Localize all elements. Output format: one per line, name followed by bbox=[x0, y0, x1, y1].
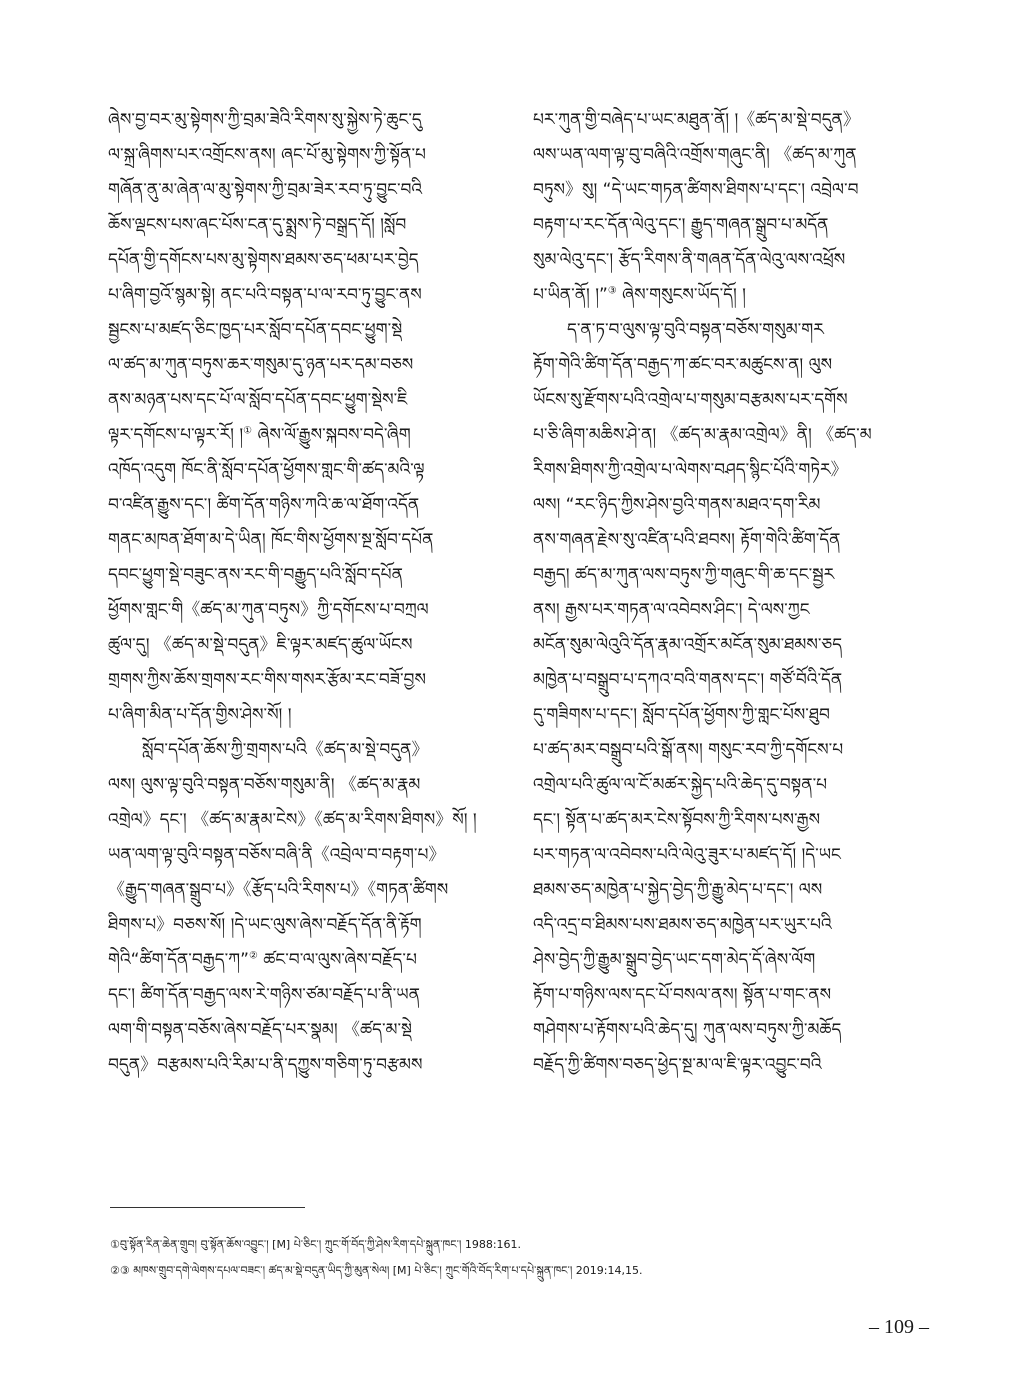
text-line bbox=[533, 453, 928, 488]
line-text: འགྲེལ》དང་། 《ཚད་མ་རྣམ་ངེས》《ཚད་མ་རིགས་ཐིགས》སོ། ། bbox=[108, 810, 477, 830]
text-line bbox=[108, 978, 503, 1013]
footnote-1: ①བུ་སྟོན་རིན་ཆེན་གྲུབ། བུ་སྟོན་ཆོས་འབྱུང་། [M] པེ་ཅིང་། ཀྲུང་གོ་བོད་ཀྱི་ཤེས་རིག་དཔེ་སྐྲུན་ཁང་། 1988:161. bbox=[110, 1238, 522, 1251]
line-text: ལས་ཡན་ལག་ལྟ་བུ་བཞིའི་འགྲོས་གཞུང་ནི། 《ཚད་མ་ཀུན bbox=[533, 145, 857, 165]
text-line bbox=[533, 523, 928, 558]
line-text: དུ་གཟིགས་པ་དང་། སློབ་དཔོན་ཕྱོགས་ཀྱི་གླང་པོས་ཐུབ bbox=[533, 705, 830, 725]
line-text-after-note: ཞེས་གསུངས་ཡོད་དོ། ། bbox=[616, 285, 746, 305]
line-text: ཐིགས་པ》བཅས་སོ། །དེ་ཡང་ལུས་ཞེས་བརྗོད་དོན་ནི་རྟོག bbox=[108, 915, 422, 935]
text-line bbox=[108, 523, 503, 558]
text-line bbox=[533, 733, 928, 768]
line-text: 《རྒྱུད་གཞན་སྒྲུབ་པ》《རྩོད་པའི་རིགས་པ》《གཏན་ཚིགས bbox=[108, 880, 449, 900]
text-line bbox=[108, 733, 503, 768]
line-text: བཏུས》སུ། “དེ་ཡང་གཏན་ཚིགས་ཐིགས་པ་དང་། འབྲེལ་བ bbox=[533, 180, 859, 200]
line-text: མཁྱེན་པ་བསྒྲུབ་པ་དཀའ་བའི་གནས་དང་། གཙོ་བོའི་དོན bbox=[533, 670, 843, 690]
footnote-marker[interactable]: ① bbox=[243, 425, 253, 437]
right-column bbox=[533, 103, 928, 1083]
text-line bbox=[533, 383, 928, 418]
line-text: པ་ཡིན་ནོ། །” bbox=[533, 285, 608, 305]
text-line bbox=[533, 558, 928, 593]
line-text: བརྗོད་ཀྱི་ཚིགས་བཅད་ཕྱེད་སྔ་མ་ལ་ཇི་ལྟར་འབྱུང་བའི bbox=[533, 1055, 822, 1075]
line-text: དབང་ཕྱུག་སྡེ་བཟུང་ནས་རང་གི་བརྒྱུད་པའི་སློབ་དཔོན bbox=[108, 565, 403, 585]
text-line bbox=[533, 103, 928, 138]
text-line bbox=[533, 138, 928, 173]
text-line bbox=[108, 873, 503, 908]
line-text: བརྒྱད། ཚད་མ་ཀུན་ལས་བཏུས་ཀྱི་གཞུང་གི་ཆ་དང་སྦྱར bbox=[533, 565, 835, 585]
text-line bbox=[108, 593, 503, 628]
line-text: ལག་གི་བསྟན་བཅོས་ཞེས་བརྗོད་པར་སྣམ། 《ཚད་མ་སྡེ bbox=[108, 1020, 413, 1040]
text-line bbox=[533, 313, 928, 348]
line-text: གནང་མཁན་ཐོག་མ་དེ་ཡིན། ཁོང་གིས་ཕྱོགས་སྔ་སློབ་དཔོན bbox=[108, 530, 434, 550]
text-line bbox=[108, 103, 503, 138]
line-text: གྲགས་ཀྱིས་ཆོས་གྲགས་རང་གིས་གསར་རྩོམ་རང་བཟོ་བྱས bbox=[108, 670, 426, 690]
text-line bbox=[533, 803, 928, 838]
text-line bbox=[533, 278, 928, 313]
line-text: ཆོས་ལྡངས་པས་ཞང་པོས་ངན་དུ་སྨྲས་ཏེ་བསྒྲད་དོ། །སློབ bbox=[108, 215, 407, 235]
text-line bbox=[108, 313, 503, 348]
text-line bbox=[533, 1013, 928, 1048]
text-line bbox=[108, 418, 503, 453]
text-line bbox=[108, 383, 503, 418]
line-text: གཤེགས་པ་རྟོགས་པའི་ཆེད་དུ། ཀུན་ལས་བཏུས་ཀྱི་མཆོད bbox=[533, 1020, 842, 1040]
text-line bbox=[533, 488, 928, 523]
text-line bbox=[533, 628, 928, 663]
line-text: བདུན》བརྩམས་པའི་རིམ་པ་ནི་དཀྱུས་གཅིག་ཏུ་བརྩམས bbox=[108, 1055, 423, 1075]
line-text: ཞེས་བྱ་བར་མུ་སྟེགས་ཀྱི་བྲམ་ཟེའི་རིགས་སུ་སྐྱེས་ཏེ་ཆུང་དུ bbox=[108, 110, 422, 130]
text-line bbox=[533, 208, 928, 243]
page-number: – 109 – bbox=[869, 1316, 929, 1338]
text-line bbox=[533, 768, 928, 803]
line-text-after-note: ཚང་བ་ལ་ལུས་ཞེས་བརྗོད་པ bbox=[257, 950, 417, 970]
text-line bbox=[108, 243, 503, 278]
footnote-2: ②③ མཁས་གྲུབ་དགེ་ལེགས་དཔལ་བཟང་། ཚད་མ་སྡེ་བདུན་ཡིད་ཀྱི་མུན་སེལ། [M] པེ་ཅིང་། ཀྲུང་གོའི་བོད་རིག་པ་དཔེ་སྐྲུན་ཁང་། 2019:14,15. bbox=[110, 1264, 643, 1277]
line-text: འཁོད་འདུག ཁོང་ནི་སློབ་དཔོན་ཕྱོགས་གླང་གི་ཚད་མའི་ལྟ bbox=[108, 460, 425, 480]
line-text: ནས་མཉན་པས་དང་པོ་ལ་སློབ་དཔོན་དབང་ཕྱུག་སྡེས་ཇི bbox=[108, 390, 408, 410]
text-line bbox=[108, 663, 503, 698]
text-line bbox=[108, 278, 503, 313]
line-text: རྟོག་གེའི་ཚིག་དོན་བརྒྱད་ཀ་ཚང་བར་མཚུངས་ན། ལུས bbox=[533, 355, 833, 375]
line-text-after-note: ཞེས་ལོ་རྒྱུས་སྐབས་བདེ་ཞིག bbox=[252, 425, 411, 445]
text-line bbox=[533, 978, 928, 1013]
text-line bbox=[108, 208, 503, 243]
line-text: ལས། “རང་ཉིད་ཀྱིས་ཤེས་བྱའི་གནས་མཐའ་དག་རིམ bbox=[533, 495, 821, 515]
text-line bbox=[108, 488, 503, 523]
footnote-marker[interactable]: ③ bbox=[607, 285, 617, 297]
line-text: པར་ཀུན་གྱི་བཞེད་པ་ཡང་མཐུན་ནོ། །《ཚད་མ་སྡེ་བདུན》 bbox=[533, 110, 860, 130]
line-text: བ་འཛིན་རྒྱུས་དང་། ཚིག་དོན་གཉིས་ཀའི་ཆ་ལ་ཐོག་འདོན bbox=[108, 495, 420, 515]
text-line bbox=[533, 908, 928, 943]
text-line bbox=[108, 698, 503, 733]
line-text: སུམ་ལེའུ་དང་། རྩོད་རིགས་ནི་གཞན་དོན་ལེའུ་ལས་འཕྲོས bbox=[533, 250, 846, 270]
text-line bbox=[533, 243, 928, 278]
line-text: ད་ན་ཏ་བ་ལུས་ལྟ་བུའི་བསྟན་བཅོས་གསུམ་གར bbox=[567, 320, 824, 340]
line-text: འདི་འདྲ་བ་ཐིམས་པས་ཐམས་ཅད་མཁྱེན་པར་ཡུར་པའི bbox=[533, 915, 832, 935]
line-text: ལ་ཚད་མ་ཀུན་བཏུས་ཆར་གསུམ་དུ་ཉན་པར་དམ་བཅས bbox=[108, 355, 414, 375]
line-text: པ་ཞིག་མིན་པ་དོན་གྱིས་ཤེས་སོ། ། bbox=[108, 705, 292, 725]
line-text: ཕྱོགས་གླང་གི《ཚད་མ་ཀུན་བཏུས》ཀྱི་དགོངས་པ་བཀྲལ bbox=[108, 600, 429, 620]
line-text: ལས། ལུས་ལྟ་བུའི་བསྟན་བཅོས་གསུམ་ནི། 《ཚད་མ་རྣམ bbox=[108, 775, 421, 795]
text-line bbox=[108, 1013, 503, 1048]
line-text: པ་ཚད་མར་བསྒྲུབ་པའི་སྒོ་ནས། གསུང་རབ་ཀྱི་དགོངས་པ bbox=[533, 740, 844, 760]
line-text: དཔོན་གྱི་དགོངས་པས་མུ་སྟེགས་ཐམས་ཅད་ཕམ་པར་བྱེད bbox=[108, 250, 419, 270]
text-line bbox=[108, 943, 503, 978]
text-line bbox=[533, 663, 928, 698]
text-line bbox=[108, 348, 503, 383]
line-text: པ་ཅི་ཞིག་མཆིས་ཤེ་ན། 《ཚད་མ་རྣམ་འགྲེལ》ནི། 《ཚད་མ bbox=[533, 425, 872, 445]
line-text: དང་། ཚིག་དོན་བརྒྱད་ལས་རེ་གཉིས་ཙམ་བརྗོད་པ་ནི་ཡན bbox=[108, 985, 420, 1005]
text-line bbox=[108, 803, 503, 838]
text-line bbox=[533, 173, 928, 208]
text-line bbox=[108, 173, 503, 208]
line-text: ནས། རྒྱས་པར་གཏན་ལ་འབེབས་ཤིང་། དེ་ལས་ཀྱང bbox=[533, 600, 810, 620]
line-text: ནས་གཞན་རྗེས་སུ་འཛིན་པའི་ཐབས། རྟོག་གེའི་ཚིག་དོན bbox=[533, 530, 841, 550]
text-line bbox=[108, 908, 503, 943]
footnote-marker[interactable]: ② bbox=[248, 950, 258, 962]
text-line bbox=[533, 418, 928, 453]
text-line bbox=[533, 838, 928, 873]
text-line bbox=[533, 873, 928, 908]
footnote-rule bbox=[110, 1207, 305, 1208]
line-text: སྦྱངས་པ་མཛད་ཅིང་ཁྱད་པར་སློབ་དཔོན་དབང་ཕྱུག་སྡེ bbox=[108, 320, 403, 340]
line-text: པ་ཞིག་བྱའོ་སྙམ་སྟེ། ནང་པའི་བསྟན་པ་ལ་རབ་ཏུ་བྱུང་ནས bbox=[108, 285, 422, 305]
text-line bbox=[533, 943, 928, 978]
line-text: འགྲེལ་པའི་ཚུལ་ལ་ངོ་མཚར་སྐྱེད་པའི་ཆེད་དུ་བསྟན་པ bbox=[533, 775, 828, 795]
text-line bbox=[533, 348, 928, 383]
line-text: ཡན་ལག་ལྟ་བུའི་བསྟན་བཅོས་བཞི་ནི《འབྲེལ་བ་བརྟག་པ》 bbox=[108, 845, 446, 865]
text-line bbox=[533, 698, 928, 733]
text-line bbox=[108, 138, 503, 173]
text-line bbox=[108, 453, 503, 488]
line-text: ལྟར་དགོངས་པ་ལྟར་རོ། ། bbox=[108, 425, 244, 445]
text-line bbox=[533, 1048, 928, 1083]
line-text: མངོན་སུམ་ལེའུའི་དོན་རྣམ་འགྲོར་མངོན་སུམ་ཐམས་ཅད bbox=[533, 635, 843, 655]
line-text: ཡོངས་སུ་རྫོགས་པའི་འགྲེལ་པ་གསུམ་བརྩམས་པར་དགོས bbox=[533, 390, 848, 410]
text-line bbox=[108, 838, 503, 873]
text-line bbox=[108, 1048, 503, 1083]
text-line bbox=[533, 593, 928, 628]
line-text: ཚུལ་དུ། 《ཚད་མ་སྡེ་བདུན》ཇི་ལྟར་མཛད་ཚུལ་ཡོངས bbox=[108, 635, 413, 655]
line-text: སློབ་དཔོན་ཆོས་ཀྱི་གྲགས་པའི《ཚད་མ་སྡེ་བདུན》 bbox=[142, 740, 429, 760]
line-text: ཤེས་བྱེད་ཀྱི་རྒྱུམ་སྒྲུབ་བྱེད་ཡང་དག་མེད་དོ་ཞེས་ལོག bbox=[533, 950, 816, 970]
line-text: དང་། སྟོན་པ་ཚད་མར་ངེས་སྟོབས་ཀྱི་རིགས་པས་རྒྱས bbox=[533, 810, 821, 830]
line-text: པར་གཏན་ལ་འབེབས་པའི་ལེའུ་ཟུར་པ་མཛད་དོ། །དེ་ཡང bbox=[533, 845, 841, 865]
line-text: ཐམས་ཅད་མཁྱེན་པ་སྐྱེད་བྱེད་ཀྱི་རྒྱུ་མེད་པ་དང་། ལས bbox=[533, 880, 823, 900]
line-text: རིགས་ཐིགས་ཀྱི་འགྲེལ་པ་ལེགས་བཤད་སྙིང་པོའི་གཏེར》 bbox=[533, 460, 848, 480]
line-text: བརྟག་པ་རང་དོན་ལེའུ་དང་། རྒྱུད་གཞན་སྒྲུབ་པ་མདོན bbox=[533, 215, 829, 235]
line-text: ལ་སྐྲ་ཞིགས་པར་འགྲོངས་ནས། ཞང་པོ་མུ་སྟེགས་ཀྱི་སྟོན་པ bbox=[108, 145, 426, 165]
text-line bbox=[108, 558, 503, 593]
left-column bbox=[108, 103, 503, 1083]
text-line bbox=[108, 628, 503, 663]
text-line bbox=[108, 768, 503, 803]
footnotes bbox=[110, 1232, 930, 1284]
line-text: གེའི“ཚིག་དོན་བརྒྱད་ཀ” bbox=[108, 950, 249, 970]
line-text: རྟོག་པ་གཉིས་ལས་དང་པོ་བསལ་ནས། སྟོན་པ་གང་ནས bbox=[533, 985, 832, 1005]
line-text: གཞོན་ནུ་མ་ཞེན་ལ་མུ་སྟེགས་ཀྱི་བྲམ་ཟེར་རབ་ཏུ་བྱུང་བའི bbox=[108, 180, 423, 200]
